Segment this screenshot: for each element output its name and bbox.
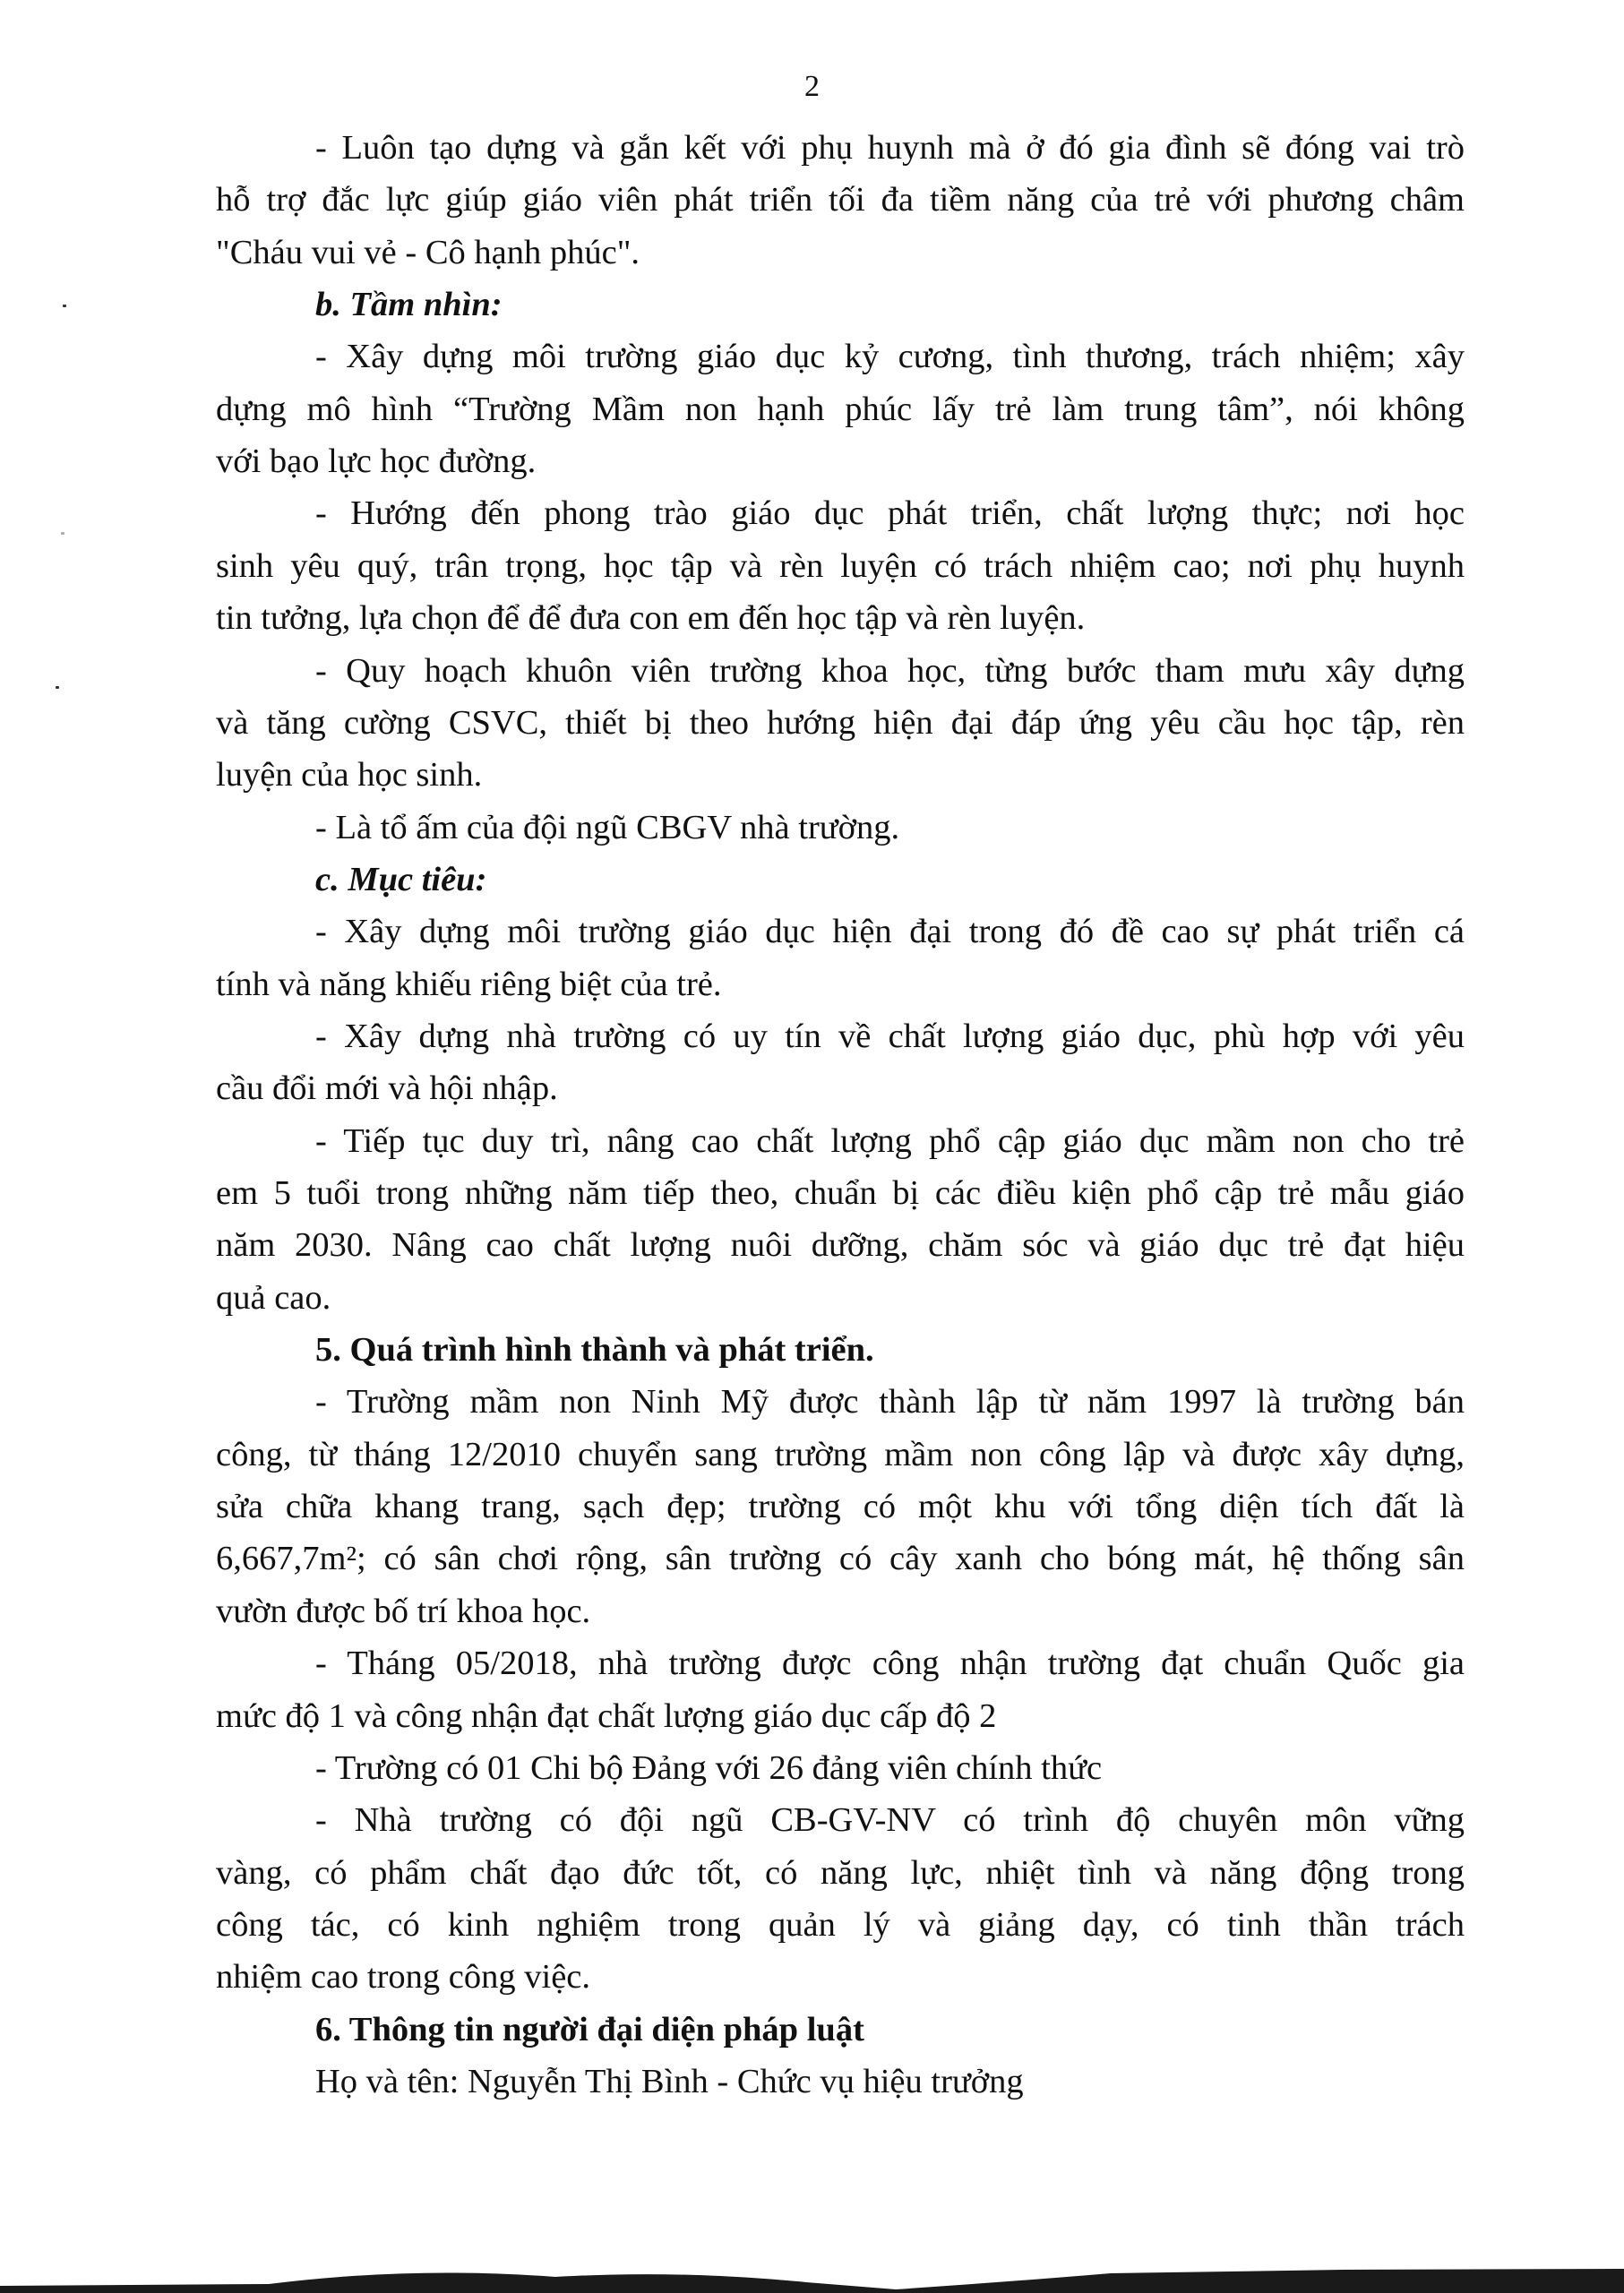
text-line: cầu đổi mới và hội nhập. (216, 1069, 558, 1108)
text-line: em 5 tuổi trong những năm tiếp theo, chuẩn bị các điều kiện phổ cập trẻ mẫu giáo (216, 1174, 1465, 1212)
text-line: hỗ trợ đắc lực giúp giáo viên phát triển tối đa tiềm năng của trẻ với phương châm (216, 181, 1465, 219)
text-line: - Trường mầm non Ninh Mỹ được thành lập từ năm 1997 là trường bán (315, 1383, 1465, 1421)
text-line: - Nhà trường có đội ngũ CB-GV-NV có trình độ chuyên môn vững (315, 1801, 1465, 1840)
text-line: công tác, có kinh nghiệm trong quản lý và giảng dạy, có tinh thần trách (216, 1905, 1465, 1944)
text-line: - Hướng đến phong trào giáo dục phát triển, chất lượng thực; nơi học (315, 494, 1465, 533)
text-line: - Trường có 01 Chi bộ Đảng với 26 đảng viên chính thức (315, 1748, 1103, 1787)
text-line: - Luôn tạo dựng và gắn kết với phụ huynh mà ở đó gia đình sẽ đóng vai trò (315, 129, 1465, 167)
text-line: 6,667,7m²; có sân chơi rộng, sân trường có cây xanh cho bóng mát, hệ thống sân (216, 1540, 1465, 1578)
text-line: quả cao. (216, 1278, 331, 1317)
text-line: và tăng cường CSVC, thiết bị theo hướng hiện đại đáp ứng yêu cầu học tập, rèn (216, 703, 1465, 742)
text-line: nhiệm cao trong công việc. (216, 1958, 591, 1997)
text-line: vàng, có phẩm chất đạo đức tốt, có năng lực, nhiệt tình và năng động trong (216, 1853, 1465, 1892)
text-line: công, từ tháng 12/2010 chuyển sang trường mầm non công lập và được xây dựng, (216, 1435, 1465, 1473)
scan-speck (56, 686, 59, 689)
section-heading: c. Mục tiêu: (315, 860, 487, 898)
text-line: sửa chữa khang trang, sạch đẹp; trường có một khu với tổng diện tích đất là (216, 1488, 1465, 1526)
text-line: mức độ 1 và công nhận đạt chất lượng giáo dục cấp độ 2 (216, 1696, 997, 1735)
text-line: - Quy hoạch khuôn viên trường khoa học, từng bước tham mưu xây dựng (315, 651, 1465, 690)
text-line: - Tiếp tục duy trì, nâng cao chất lượng phổ cập giáo dục mầm non cho trẻ (315, 1121, 1465, 1160)
text-line: sinh yêu quý, trân trọng, học tập và rèn luyện có trách nhiệm cao; nơi phụ huynh (216, 546, 1465, 585)
scan-speck (63, 305, 66, 307)
text-line: "Cháu vui vẻ - Cô hạnh phúc". (216, 233, 640, 271)
text-line: vườn được bố trí khoa học. (216, 1592, 591, 1630)
text-line: luyện của học sinh. (216, 756, 483, 794)
page-number: 2 (804, 70, 820, 103)
text-line: tính và năng khiếu riêng biệt của trẻ. (216, 965, 722, 1003)
section-heading: b. Tầm nhìn: (315, 286, 503, 324)
scan-speck (61, 532, 64, 535)
text-line: - Xây dựng nhà trường có uy tín về chất lượng giáo dục, phù hợp với yêu (315, 1017, 1465, 1055)
text-line: năm 2030. Nâng cao chất lượng nuôi dưỡng, chăm sóc và giáo dục trẻ đạt hiệu (216, 1226, 1465, 1265)
text-line: dựng mô hình “Trường Mầm non hạnh phúc lấy trẻ làm trung tâm”, nói không (216, 390, 1465, 428)
text-line: - Xây dựng môi trường giáo dục hiện đại trong đó đề cao sự phát triển cá (315, 913, 1465, 951)
scan-bottom-edge (0, 2257, 1624, 2293)
text-line: với bạo lực học đường. (216, 442, 537, 481)
text-line: - Xây dựng môi trường giáo dục kỷ cương, tình thương, trách nhiệm; xây (315, 338, 1465, 376)
section-heading: 6. Thông tin người đại diện pháp luật (315, 2010, 864, 2048)
text-line: tin tưởng, lựa chọn để để đưa con em đến học tập và rèn luyện. (216, 599, 1086, 638)
text-line: - Tháng 05/2018, nhà trường được công nhận trường đạt chuẩn Quốc gia (315, 1645, 1465, 1683)
text-line: - Là tổ ấm của đội ngũ CBGV nhà trường. (315, 808, 900, 846)
section-heading: 5. Quá trình hình thành và phát triển. (315, 1331, 874, 1370)
text-line: Họ và tên: Nguyễn Thị Bình - Chức vụ hiệu trưởng (315, 2062, 1024, 2100)
